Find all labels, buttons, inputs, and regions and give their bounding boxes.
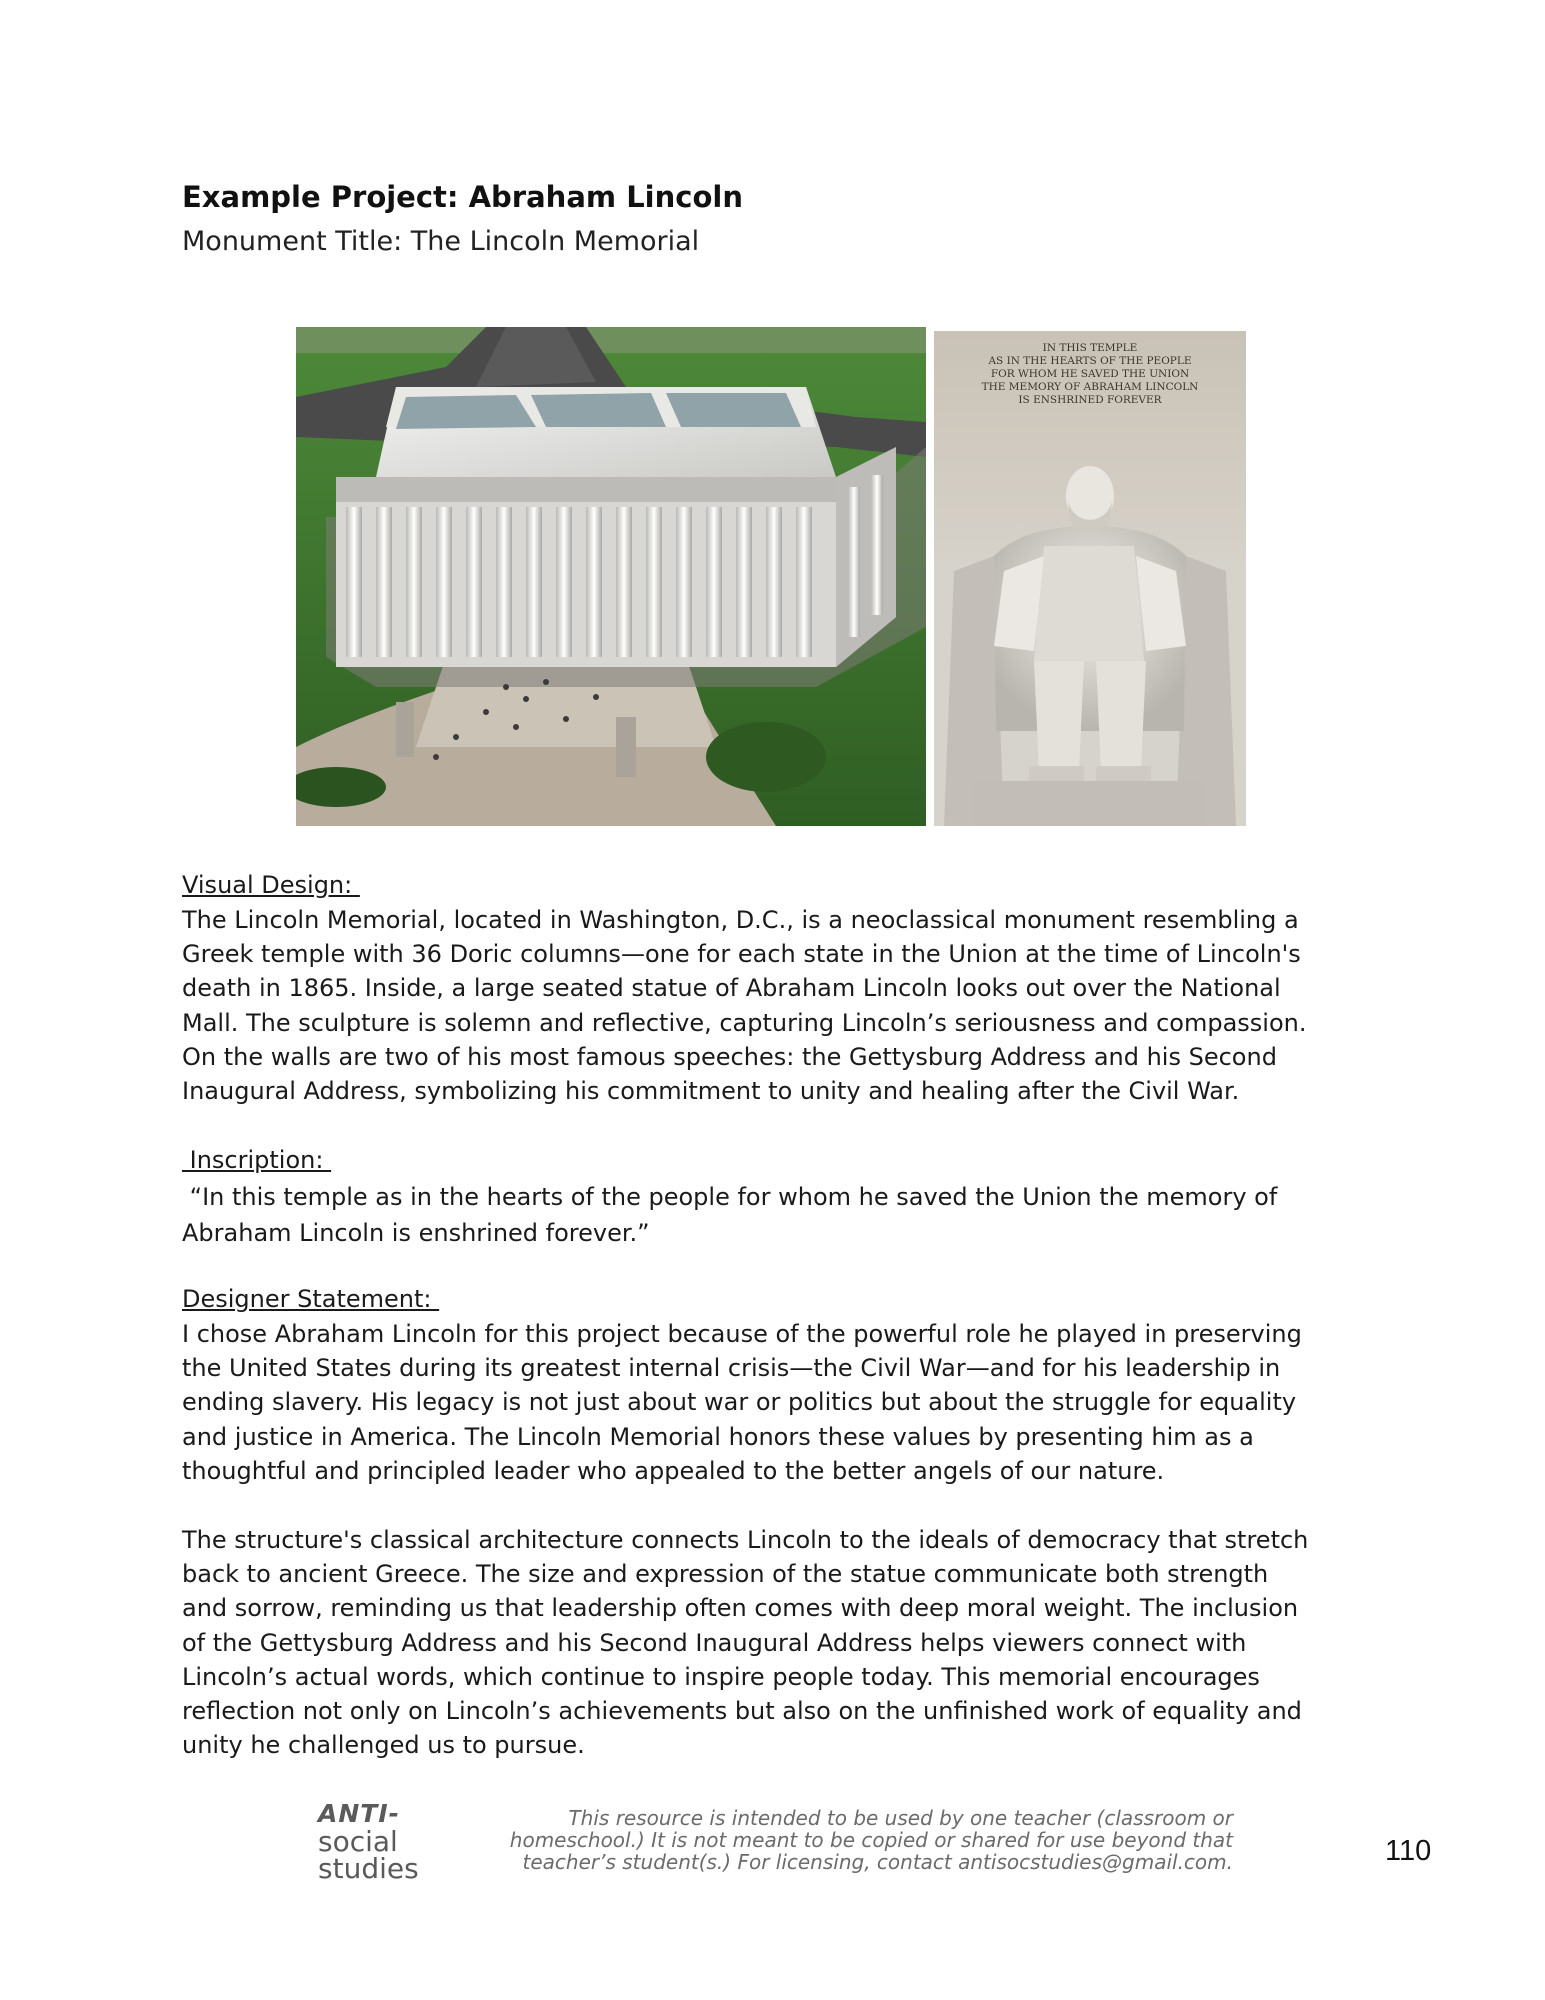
logo-line: studies (318, 1852, 419, 1885)
statue-inscription-line: IS ENSHRINED FOREVER (1018, 394, 1162, 406)
anti-social-studies-logo (318, 1799, 438, 1885)
license-notice: This resource is intended to be used by one teacher (classroom or homeschool.) It is not meant to be copied or shared for use beyond that teacher’s student(s.) For licensing, contact antisocstudies@gmail.com. (509, 1806, 1233, 1874)
statue-photo-icon (934, 331, 1246, 826)
inscription-quote-line: “In this temple as in the hearts of the people for whom he saved the Union the memory of (182, 1183, 1278, 1211)
memorial-photo-icon (296, 327, 926, 826)
statue-inscription-line: FOR WHOM HE SAVED THE UNION (990, 368, 1190, 380)
designer-statement-heading: Designer Statement: (182, 1285, 440, 1313)
lincoln-memorial-aerial-photo (296, 327, 926, 826)
inscription-quote-line: Abraham Lincoln is enshrined forever.” (182, 1219, 650, 1247)
statue-inscription-line: THE MEMORY OF ABRAHAM LINCOLN (981, 381, 1199, 393)
lincoln-statue-photo (934, 331, 1246, 826)
page-number: 110 (1385, 1835, 1432, 1867)
logo-line: social (318, 1825, 398, 1858)
page-title: Example Project: Abraham Lincoln (182, 180, 743, 214)
visual-design-heading: Visual Design: (182, 871, 360, 899)
visual-design-text: The Lincoln Memorial, located in Washington, D.C., is a neoclassical monument resembling a Greek temple with 36 Doric columns—one for each state in the Union at the time of Lincoln's death in 1865. Inside, a large seated statue of Abraham Lincoln looks out over the National Mall. The sculpture is solemn and reflective, capturing Lincoln’s seriousness and compassion. On the walls are two of his most famous speeches: the Gettysburg Address and his Second Inaugural Address, symbolizing his commitment to unity and healing after the Civil War. (182, 906, 1307, 1106)
statue-inscription-line: AS IN THE HEARTS OF THE PEOPLE (988, 355, 1192, 367)
logo-line: ANTI- (318, 1799, 401, 1828)
designer-statement-paragraph: I chose Abraham Lincoln for this project because of the powerful role he played in preserving the United States during its greatest internal crisis—the Civil War—and for his leadership in ending slavery. His legacy is not just about war or politics but about the struggle for equality and justice in America. The Lincoln Memorial honors these values by presenting him as a thoughtful and principled leader who appealed to the better angels of our nature. (182, 1320, 1302, 1485)
inscription-heading: Inscription: (182, 1146, 332, 1174)
designer-statement-paragraph: The structure's classical architecture connects Lincoln to the ideals of democracy that stretch back to ancient Greece. The size and expression of the statue communicate both strength and sorrow, reminding us that leadership often comes with deep moral weight. The inclusion of the Gettysburg Address and his Second Inaugural Address helps viewers connect with Lincoln’s actual words, which continue to inspire people today. This memorial encourages reflection not only on Lincoln’s achievements but also on the unfinished work of equality and unity he challenged us to pursue. (182, 1526, 1309, 1760)
statue-inscription-line: IN THIS TEMPLE (1042, 342, 1138, 354)
monument-title: Monument Title: The Lincoln Memorial (182, 226, 700, 257)
